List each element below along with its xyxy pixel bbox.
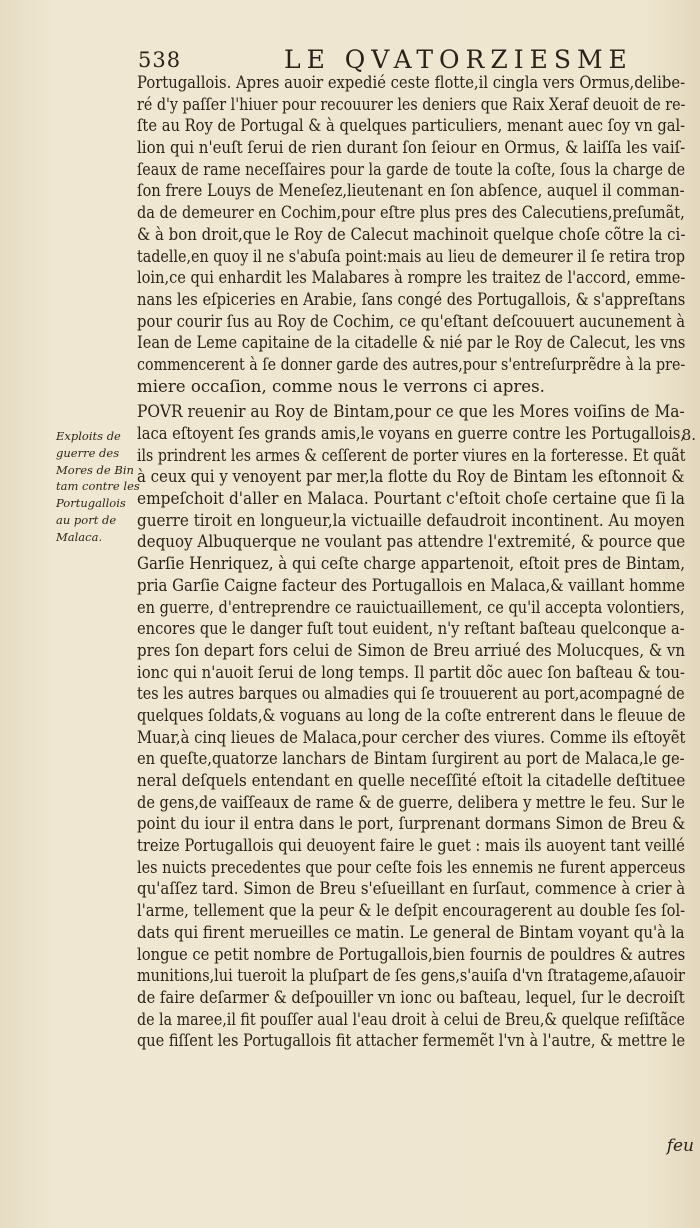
- text-line: Portugallois. Apres auoir expedié ceste flotte,il cingla vers Ormus,delibe-: [137, 73, 686, 92]
- text-line: tadelle,en quoy il ne s'abuſa point:mais au lieu de demeurer il ſe retira trop: [137, 246, 686, 266]
- margin-note-line: Malaca.: [56, 529, 103, 544]
- text-line: commencerent à ſe donner garde des autres,pour s'entreſurprẽdre à la pre-: [137, 354, 686, 374]
- text-line: lion qui n'euſt ſerui de rien durant ſon ſeiour en Ormus, & laiſſa les vaiſ-: [137, 138, 686, 158]
- text-line: neral deſquels entendant en quelle neceſſité eſtoit la citadelle deſtituee: [137, 771, 686, 790]
- text-line: pour courir ſus au Roy de Cochim, ce qu'eſtant deſcouuert aucunement à: [137, 311, 686, 331]
- text-line: que fiſſent les Portugallois fit attacher fermemẽt l'vn à l'autre, & mettre le: [137, 1031, 686, 1051]
- text-line: les nuicts precedentes que pour ceſte fois les ennemis ne furent apperceus: [137, 857, 686, 877]
- section-marker: 8.: [681, 426, 696, 444]
- page-header: [136, 44, 676, 74]
- text-line: de la maree,il fit pouſſer aual l'eau droit à celui de Breu,& quelque reſiſtãce: [137, 1009, 685, 1029]
- text-line: guerre tiroit en longueur,la victuaille defaudroit incontinent. Au moyen: [137, 510, 685, 530]
- text-line: ſon frere Louys de Meneſez,lieutenant en ſon abſence, auquel il comman-: [137, 181, 685, 201]
- margin-note-line: Exploits de: [56, 429, 121, 443]
- text-line: encores que le danger fuſt tout euident, n'y reſtant baſteau quelconque a-: [137, 619, 685, 639]
- text-line: pria Garſie Caigne facteur des Portugallois en Malaca,& vaillant homme: [137, 575, 685, 595]
- margin-note-line: Mores de Bin: [56, 462, 134, 477]
- text-line: Garſie Henriquez, à qui ceſte charge appartenoit, eſtoit pres de Bintam,: [137, 554, 686, 574]
- margin-note-line: au port de: [56, 512, 117, 527]
- text-line: à ceux qui y venoyent par mer,la flotte du Roy de Bintam les eſtonnoit &: [137, 467, 685, 487]
- text-line: ſeaux de rame neceſſaires pour la garde de toute la coſte, ſous la charge de: [137, 159, 686, 179]
- text-line: & à bon droit,que le Roy de Calecut machinoit quelque choſe cõtre la ci-: [137, 224, 686, 244]
- text-line: dequoy Albuquerque ne voulant pas attendre l'extremité, & pource que: [137, 532, 686, 552]
- text-line: ils prindrent les armes & ceſſerent de porter viures en la forteresse. Et quãt: [137, 445, 686, 465]
- paragraph-1: [137, 72, 685, 397]
- catchword: feu: [666, 1136, 694, 1156]
- text-line: Muar,à cinq lieues de Malaca,pour cercher des viures. Comme ils eſtoyẽt: [137, 727, 686, 747]
- text-line: ſte au Roy de Portugal & à quelques particuliers, menant auec ſoy vn gal-: [137, 116, 686, 136]
- text-line: nans les eſpiceries en Arabie, ſans congé des Portugallois, & s'appreſtans: [137, 289, 686, 309]
- text-line: dats qui firent merueilles ce matin. Le general de Bintam voyant qu'à la: [137, 922, 685, 942]
- text-line: pres ſon depart fors celui de Simon de Breu arriué des Molucques, & vn: [137, 640, 685, 660]
- text-line: point du iour il entra dans le port, ſurprenant dormans Simon de Breu &: [137, 814, 686, 834]
- text-line: munitions,lui tueroit la pluſpart de ſes gens,s'auiſa d'vn ſtratageme,aſauoir: [137, 966, 685, 986]
- text-line: treize Portugallois qui deuoyent faire le guet : mais ils auoyent tant veillé: [137, 836, 685, 856]
- text-line: de faire deſarmer & deſpouiller vn ionc ou baſteau, lequel, ſur le decroiſt: [137, 987, 685, 1007]
- text-line: l'arme, tellement que la peur & le deſpit encouragerent au double ſes ſol-: [137, 901, 686, 921]
- text-line: da de demeurer en Cochim,pour eſtre plus pres des Calecutiens,preſumãt,: [137, 203, 685, 223]
- text-line: tes les autres barques ou almadies qui ſe trouuerent au port,acompagné de: [137, 684, 685, 704]
- margin-note-line: guerre des: [56, 445, 120, 460]
- margin-note: [56, 428, 140, 546]
- margin-note-line: tam contre les: [56, 479, 140, 494]
- margin-note-line: Portugallois: [56, 496, 126, 511]
- text-line: POVR reuenir au Roy de Bintam,pour ce que les Mores voiſins de Ma-: [137, 402, 685, 422]
- text-line: empeſchoit d'aller en Malaca. Pourtant c'eſtoit choſe certaine que ſi la: [137, 489, 685, 509]
- page-number: 538: [138, 48, 182, 72]
- text-line: miere occaſion, comme nous le verrons ci apres.: [137, 376, 545, 396]
- text-line: ionc qui n'auoit ſerui de long temps. Il partit dõc auec ſon baſteau & tou-: [137, 662, 685, 682]
- paragraph-2: [137, 401, 685, 1052]
- text-line: en queſte,quatorze lanchars de Bintam ſurgirent au port de Malaca,le ge-: [137, 749, 685, 769]
- text-line: quelques ſoldats,& voguans au long de la coſte entrerent dans le fleuue de: [137, 705, 686, 725]
- text-line: Iean de Leme capitaine de la citadelle & nié par le Roy de Calecut, les vns: [137, 333, 686, 353]
- text-line: qu'aſſez tard. Simon de Breu s'eſueillant en ſurſaut, commence à crier à: [137, 879, 686, 899]
- running-title: LE QVATORZIESME: [284, 45, 633, 74]
- text-line: de gens,de vaiſſeaux de rame & de guerre, delibera y mettre le feu. Sur le: [137, 792, 685, 812]
- text-line: laca eſtoyent ſes grands amis,le voyans en guerre contre les Portugallois,: [137, 424, 686, 443]
- text-line: longue ce petit nombre de Portugallois,bien fournis de pouldres & autres: [137, 944, 686, 964]
- text-line: loin,ce qui enhardit les Malabares à rompre les traitez de l'accord, emme-: [137, 268, 686, 288]
- text-line: ré d'y paſſer l'hiuer pour recouurer les deniers que Raix Xeraf deuoit de re-: [137, 94, 686, 114]
- text-line: en guerre, d'entreprendre ce rauictuaillement, ce qu'il accepta volontiers,: [137, 597, 685, 617]
- body-text: [137, 72, 685, 1052]
